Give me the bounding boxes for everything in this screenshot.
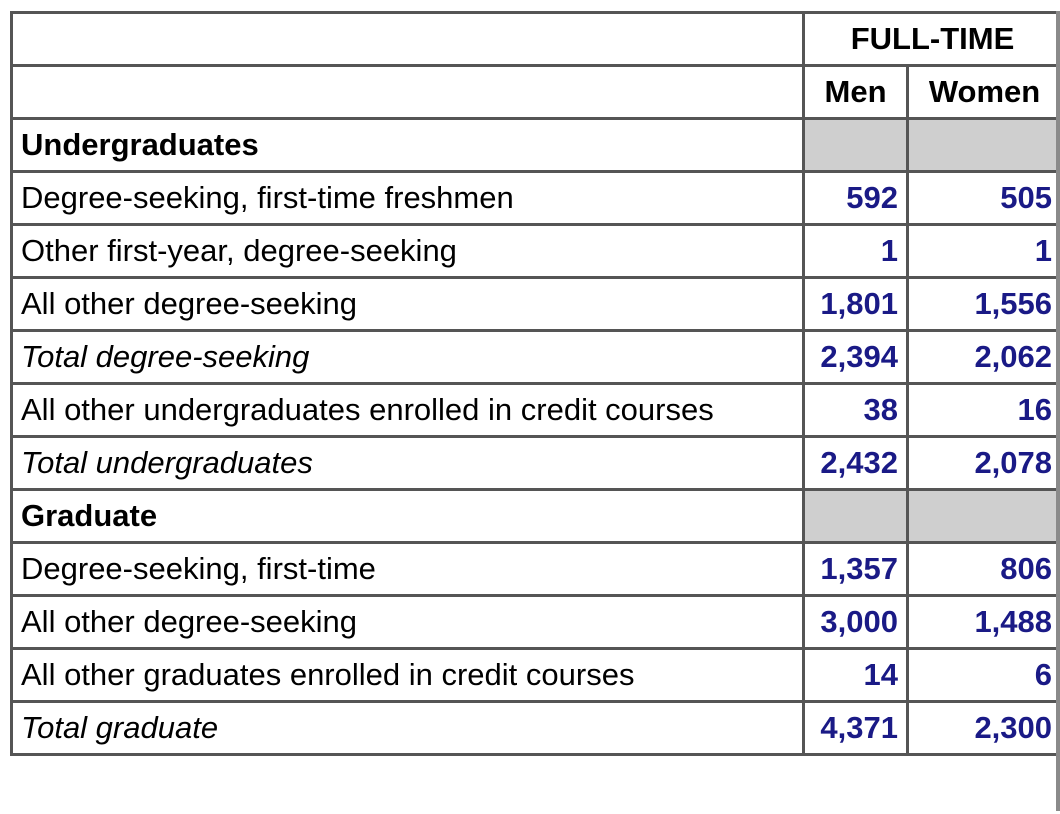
table-row bbox=[13, 385, 1060, 438]
enrollment-table-container bbox=[10, 11, 1060, 756]
row-label: Total undergraduates bbox=[13, 438, 805, 491]
row-label: Total graduate bbox=[13, 703, 805, 756]
men-value: 1,801 bbox=[805, 279, 909, 332]
women-value: 16 bbox=[909, 385, 1060, 438]
row-label: All other undergraduates enrolled in credit courses bbox=[13, 385, 805, 438]
row-label: All other degree-seeking bbox=[13, 279, 805, 332]
right-edge-divider bbox=[1056, 11, 1060, 811]
women-value: 1,488 bbox=[909, 597, 1060, 650]
table-row bbox=[13, 438, 1060, 491]
men-value: 2,394 bbox=[805, 332, 909, 385]
row-label: Other first-year, degree-seeking bbox=[13, 226, 805, 279]
men-value: 3,000 bbox=[805, 597, 909, 650]
row-label: All other graduates enrolled in credit courses bbox=[13, 650, 805, 703]
men-value: 592 bbox=[805, 173, 909, 226]
section-label-graduate: Graduate bbox=[13, 491, 805, 544]
row-label: All other degree-seeking bbox=[13, 597, 805, 650]
table-row bbox=[13, 173, 1060, 226]
row-label: Total degree-seeking bbox=[13, 332, 805, 385]
women-value: 1,556 bbox=[909, 279, 1060, 332]
women-value: 2,062 bbox=[909, 332, 1060, 385]
women-value: 806 bbox=[909, 544, 1060, 597]
table-row bbox=[13, 703, 1060, 756]
women-header: Women bbox=[909, 67, 1060, 120]
section-shade-cell bbox=[909, 120, 1060, 173]
section-shade-cell bbox=[805, 120, 909, 173]
header-row-group bbox=[13, 14, 1060, 67]
women-value: 1 bbox=[909, 226, 1060, 279]
header-corner-cell bbox=[13, 14, 805, 67]
table-row bbox=[13, 544, 1060, 597]
men-value: 2,432 bbox=[805, 438, 909, 491]
women-value: 2,300 bbox=[909, 703, 1060, 756]
full-time-header: FULL-TIME bbox=[805, 14, 1060, 67]
table-row bbox=[13, 650, 1060, 703]
men-value: 38 bbox=[805, 385, 909, 438]
header-row-gender bbox=[13, 67, 1060, 120]
section-shade-cell bbox=[805, 491, 909, 544]
women-value: 6 bbox=[909, 650, 1060, 703]
men-value: 1,357 bbox=[805, 544, 909, 597]
section-label-undergraduates: Undergraduates bbox=[13, 120, 805, 173]
table-row bbox=[13, 597, 1060, 650]
table-row bbox=[13, 279, 1060, 332]
women-value: 2,078 bbox=[909, 438, 1060, 491]
section-row-graduate bbox=[13, 491, 1060, 544]
row-label: Degree-seeking, first-time bbox=[13, 544, 805, 597]
row-label: Degree-seeking, first-time freshmen bbox=[13, 173, 805, 226]
section-shade-cell bbox=[909, 491, 1060, 544]
men-header: Men bbox=[805, 67, 909, 120]
section-row-undergraduates bbox=[13, 120, 1060, 173]
men-value: 1 bbox=[805, 226, 909, 279]
women-value: 505 bbox=[909, 173, 1060, 226]
men-value: 4,371 bbox=[805, 703, 909, 756]
enrollment-table bbox=[10, 11, 1060, 756]
table-row bbox=[13, 332, 1060, 385]
men-value: 14 bbox=[805, 650, 909, 703]
header-corner-cell bbox=[13, 67, 805, 120]
table-row bbox=[13, 226, 1060, 279]
